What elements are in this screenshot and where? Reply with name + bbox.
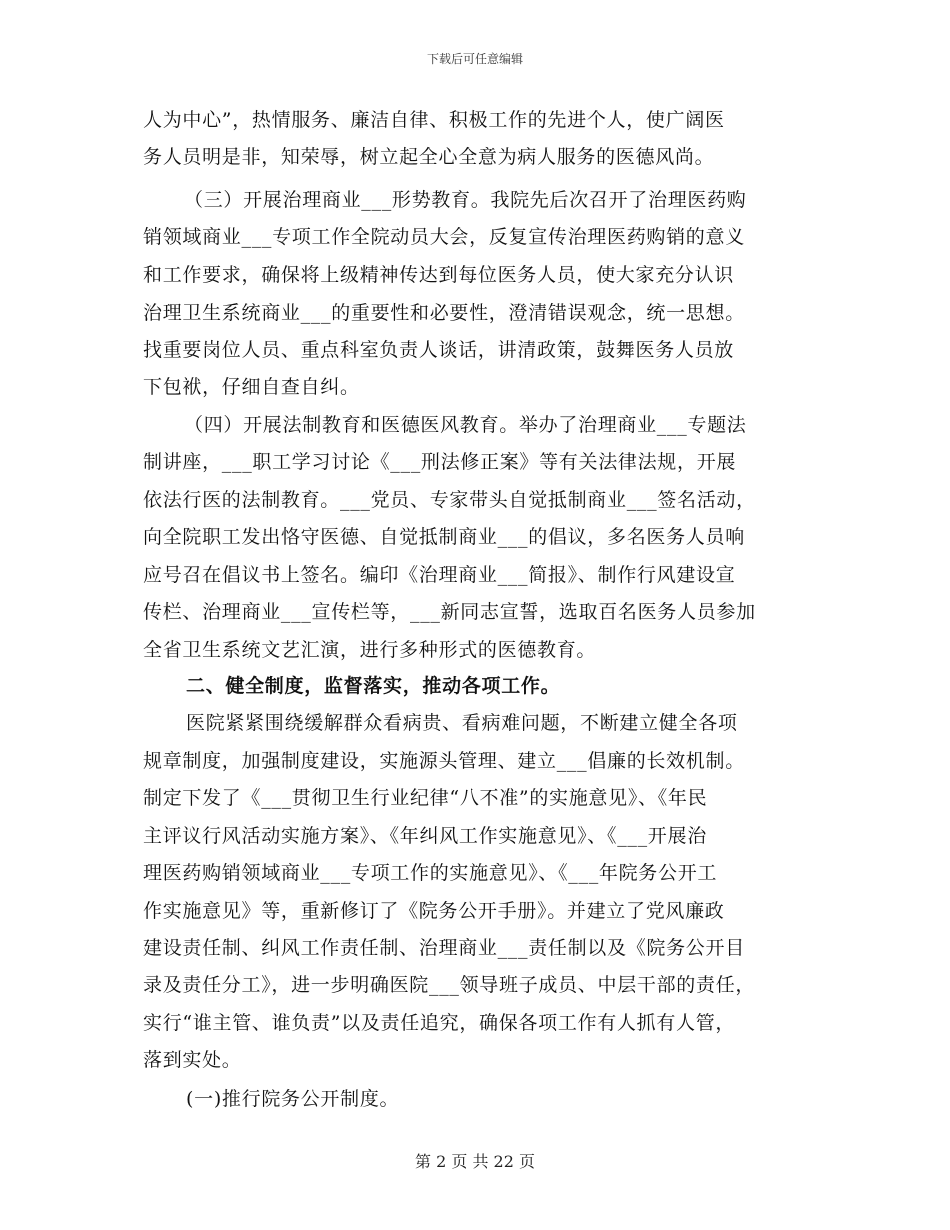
body-line: 销领域商业___专项工作全院动员大会，反复宣传治理医药购销的意义 (143, 226, 745, 248)
page-header: 下载后可任意编辑 (426, 52, 523, 66)
body-line: （三）开展治理商业___形势教育。我院先后次召开了治理医药购 (184, 189, 747, 211)
body-line: 下包袱，仔细自查自纠。 (143, 376, 360, 398)
body-line: 全省卫生系统文艺汇演，进行多种形式的医德教育。 (143, 639, 597, 661)
page-number: 第 2 页 共 22 页 (415, 1152, 535, 1171)
body-line: 应号召在倡议书上签名。编印《治理商业___简报》、制作行风建设宣 (143, 564, 736, 586)
body-line: 实行“谁主管、谁负责”以及责任追究，确保各项工作有人抓有人管， (143, 1012, 736, 1034)
body-line: 规章制度，加强制度建设，实施源头管理、建立___倡廉的长效机制。 (143, 750, 745, 772)
body-line: 依法行医的法制教育。___党员、专家带头自觉抵制商业___签名活动， (143, 489, 756, 511)
body-line: 制定下发了《___贯彻卫生行业纪律“八不准”的实施意见》、《年民 (143, 787, 708, 809)
body-line: 医院紧紧围绕缓解群众看病贵、看病难问题，不断建立健全各项 (186, 712, 738, 734)
body-line: 录及责任分工》，进一步明确医院___领导班子成员、中层干部的责任， (143, 974, 756, 996)
body-line: 找重要岗位人员、重点科室负责人谈话，讲清政策，鼓舞医务人员放 (143, 339, 735, 361)
body-line: 建设责任制、纠风工作责任制、治理商业___责任制以及《院务公开目 (143, 937, 745, 959)
body-line: 主评议行风活动实施方案》、《年纠风工作实施意见》、《___开展治 (143, 825, 707, 847)
subsection-heading: (一)推行院务公开制度。 (186, 1088, 400, 1110)
body-line: （四）开展法制教育和医德医风教育。举办了治理商业___专题法 (184, 414, 747, 436)
body-line: 作实施意见》等，重新修订了《院务公开手册》。并建立了党风廉政 (143, 900, 725, 922)
body-line: 人为中心”，热情服务、廉洁自律、积极工作的先进个人，使广阔医 (143, 109, 725, 131)
body-line: 传栏、治理商业___宣传栏等，___新同志宣誓，选取百名医务人员参加 (143, 601, 756, 623)
body-line: 理医药购销领域商业___专项工作的实施意见》、《___年院务公开工 (143, 862, 718, 884)
body-line: 务人员明是非，知荣辱，树立起全心全意为病人服务的医德风尚。 (143, 146, 715, 168)
body-line: 落到实处。 (143, 1049, 242, 1071)
body-line: 和工作要求，确保将上级精神传达到每位医务人员，使大家充分认识 (143, 264, 735, 286)
section-heading: 二、健全制度，监督落实，推动各项工作。 (186, 675, 561, 697)
body-line: 向全院职工发出恪守医德、自觉抵制商业___的倡议，多名医务人员响 (143, 526, 745, 548)
body-line: 制讲座，___职工学习讨论《___刑法修正案》等有关法律法规，开展 (143, 451, 737, 473)
body-line: 治理卫生系统商业___的重要性和必要性，澄清错误观念，统一思想。 (143, 302, 745, 324)
